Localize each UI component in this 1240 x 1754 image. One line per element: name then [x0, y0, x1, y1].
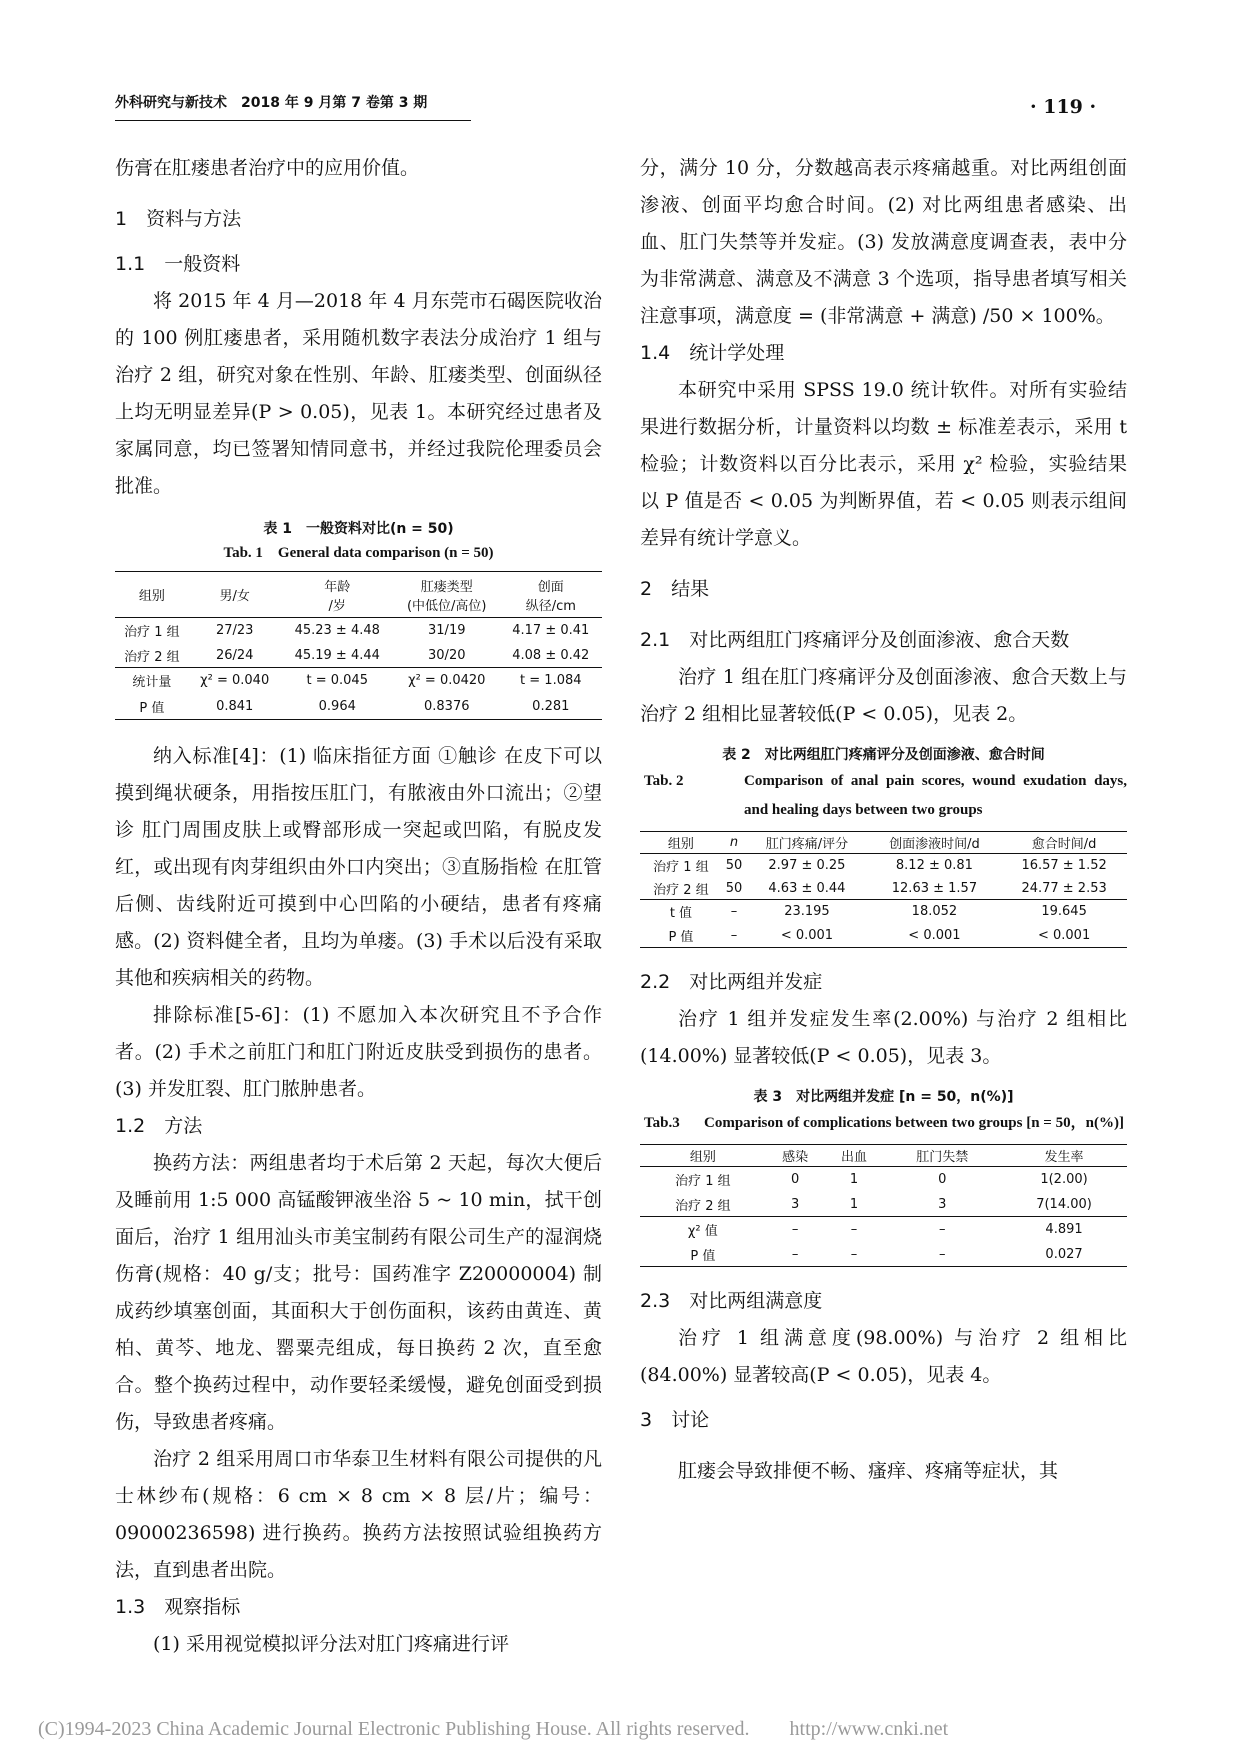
table-cell: 0 — [790, 1172, 800, 1188]
journal-header: 外科研究与新技术 2018 年 9 月第 7 卷第 3 期 — [115, 95, 428, 111]
table-cell: 治疗 2 组 — [675, 1198, 731, 1214]
table-cell: 50 — [725, 880, 743, 896]
section-heading-3: 3 讨论 — [640, 1409, 710, 1431]
page-number: · 119 · — [1030, 96, 1097, 118]
table-1 — [115, 517, 602, 720]
table-header-cell: 出血 — [825, 1145, 884, 1167]
header-line: /岁 — [328, 598, 346, 614]
table-row — [115, 644, 602, 668]
paragraph-results-2-3: 治疗 1 组满意度(98.00%) 与治疗 2 组相比(84.00%) 显著较高(P < 0.05)，见表 4。 — [640, 1327, 1127, 1386]
header-line: 年龄 — [324, 579, 351, 595]
table-cell: 3 — [790, 1196, 800, 1212]
table-cell: 0 — [938, 1172, 947, 1188]
paragraph-observation: (1) 采用视觉模拟评分法对肛门疼痛进行评 — [153, 1633, 509, 1655]
table-cell: 26/24 — [215, 647, 254, 663]
table-header-cell: 肛门疼痛/评分 — [746, 832, 867, 854]
table-cell: 1(2.00) — [1040, 1172, 1088, 1188]
table-1-caption-en: Tab. 1 General data comparison (n = 50) — [223, 545, 494, 561]
table-header-cell: 男/女 — [189, 572, 281, 618]
table-cell: 0.841 — [189, 694, 281, 720]
table-3-caption-en — [640, 1109, 1127, 1138]
left-column — [115, 150, 602, 1663]
table-row — [640, 1193, 1127, 1217]
table-cell: P 值 — [115, 694, 189, 720]
table-cell: – — [825, 1217, 884, 1243]
table-row — [640, 1217, 1127, 1243]
table-header-cell — [394, 572, 500, 618]
right-column — [640, 150, 1127, 1490]
table-cell: 50 — [725, 858, 743, 874]
table-cell: 4.08 ± 0.42 — [512, 647, 590, 663]
table-row — [640, 900, 1127, 924]
table-cell: 治疗 2 组 — [653, 882, 709, 898]
paragraph-method-2: 治疗 2 组采用周口市华泰卫生材料有限公司提供的凡士林纱布(规格：6 cm × 8 cm × 8 层/片；编号：09000236598) 进行换药。换药方法按照试验组换药方法，直到患者出院。 — [115, 1448, 602, 1581]
table-1-caption-cn: 表 1 一般资料对比(n = 50) — [263, 521, 454, 537]
table-cell: 7(14.00) — [1036, 1196, 1092, 1212]
paragraph-inclusion-criteria: 纳入标准[4]：(1) 临床指征方面 ①触诊 在皮下可以摸到绳状硬条，用指按压肛门，有脓液由外口流出；②望诊 肛门周围皮肤上或臀部形成一突起或凹陷，有脱皮发红，或出现有肉芽组织由外口内突出；③直肠指检 在肛管后侧、齿线附近可摸到中心凹陷的小硬结，患者有疼痛感。(2) 资料健全者，且均为单瘘。(3) 手术以后没有采取其他和疾病相关的药物。 — [115, 745, 602, 989]
table-2-grid — [640, 831, 1127, 948]
table-header-cell: 组别 — [640, 1145, 766, 1167]
table-cell: t = 0.045 — [281, 668, 394, 694]
table-cell: 治疗 1 组 — [675, 1174, 731, 1190]
subsection-heading-1-2: 1.2 方法 — [115, 1115, 203, 1137]
subsection-heading-2-1: 2.1 对比两组肛门疼痛评分及创面渗液、愈合天数 — [640, 629, 1070, 651]
table-row — [640, 924, 1127, 948]
table-cell: 4.17 ± 0.41 — [512, 623, 590, 639]
section-heading-2: 2 结果 — [640, 578, 710, 600]
paragraph-statistics: 本研究中采用 SPSS 19.0 统计软件。对所有实验结果进行数据分析，计量资料以均数 ± 标准差表示，采用 t 检验；计数资料以百分比表示，采用 χ² 检验，实验结果以 P 值是否 < 0.05 为判断界值，若 < 0.05 则表示组间差异有统计学意义。 — [640, 379, 1127, 549]
table-cell: 27/23 — [215, 623, 254, 639]
paragraph-general-data: 将 2015 年 4 月—2018 年 4 月东莞市石碣医院收治的 100 例肛瘘患者，采用随机数字表法分成治疗 1 组与治疗 2 组，研究对象在性别、年龄、肛瘘类型、创面纵径上均无明显差异(P > 0.05)，见表 1。本研究经过患者及家属同意，均已签署知情同意书，并经过我院伦理委员会批准。 — [115, 290, 602, 497]
table-cell: P 值 — [640, 924, 722, 948]
header-rule — [115, 120, 471, 121]
table-cell: 31/19 — [428, 623, 466, 639]
table-cell: 0.027 — [1001, 1243, 1127, 1267]
table-cell: χ² 值 — [640, 1217, 766, 1243]
section-heading-1: 1 资料与方法 — [115, 208, 242, 230]
table-header-cell: n — [722, 832, 746, 854]
table-cell: 45.19 ± 4.44 — [294, 647, 380, 663]
table-cell: 19.645 — [1001, 900, 1127, 924]
table-3-caption-text: Comparison of complications between two groups [n = 50，n(%)] — [704, 1115, 1124, 1131]
paragraph-discussion: 肛瘘会导致排便不畅、瘙痒、疼痛等症状，其 — [678, 1460, 1059, 1482]
table-cell: 45.23 ± 4.48 — [294, 623, 380, 639]
intro-continuation: 伤膏在肛瘘患者治疗中的应用价值。 — [115, 157, 420, 179]
subsection-heading-1-3: 1.3 观察指标 — [115, 1596, 241, 1618]
table-cell: 0.964 — [281, 694, 394, 720]
table-1-grid — [115, 571, 602, 720]
table-row — [640, 878, 1127, 900]
table-row — [640, 1243, 1127, 1267]
header-line: (中低位/高位) — [406, 598, 487, 614]
table-header-cell — [281, 572, 394, 618]
table-cell: t = 1.084 — [500, 668, 602, 694]
table-header-cell: 组别 — [640, 832, 722, 854]
table-cell: 治疗 1 组 — [653, 860, 709, 876]
table-cell: 治疗 2 组 — [124, 649, 180, 665]
table-cell: 24.77 ± 2.53 — [1021, 880, 1107, 896]
table-cell: – — [766, 1217, 825, 1243]
header-line: 肛瘘类型 — [420, 579, 473, 595]
paragraph-observation-continued: 分，满分 10 分，分数越高表示疼痛越重。对比两组创面渗液、创面平均愈合时间。(2) 对比两组患者感染、出血、肛门失禁等并发症。(3) 发放满意度调查表，表中分为非常满意、满意及不满意 3 个选项，指导患者填写相关注意事项，满意度 = (非常满意 + 满意) /50 × 100%。 — [640, 157, 1127, 327]
paragraph-results-2-1: 治疗 1 组在肛门疼痛评分及创面渗液、愈合天数上与治疗 2 组相比显著较低(P < 0.05)，见表 2。 — [640, 666, 1127, 725]
table-2-caption-text: Comparison of anal pain scores, wound exudation days, and healing days between two groups — [744, 773, 1127, 818]
table-header-cell: 创面渗液时间/d — [868, 832, 1002, 854]
copyright-footer: (C)1994-2023 China Academic Journal Electronic Publishing House. All rights reserved. http://www.cnki.net — [38, 1718, 949, 1740]
table-cell: χ² = 0.040 — [189, 668, 281, 694]
table-cell: 18.052 — [868, 900, 1002, 924]
subsection-heading-1-1: 1.1 一般资料 — [115, 253, 241, 275]
table-cell: 1 — [849, 1196, 859, 1212]
table-row — [115, 668, 602, 694]
table-cell: 统计量 — [115, 668, 189, 694]
table-cell: 30/20 — [428, 647, 466, 663]
table-row — [115, 694, 602, 720]
table-cell: < 0.001 — [746, 924, 867, 948]
table-header-cell: 感染 — [766, 1145, 825, 1167]
table-header-cell — [500, 572, 602, 618]
table-cell: 1 — [849, 1172, 859, 1188]
table-3-grid — [640, 1144, 1127, 1267]
table-2-caption-label: Tab. 2 — [644, 773, 684, 789]
table-cell: 4.891 — [1001, 1217, 1127, 1243]
table-cell: – — [766, 1243, 825, 1267]
table-cell: 2.97 ± 0.25 — [768, 858, 846, 874]
table-cell: – — [722, 924, 746, 948]
table-2 — [640, 743, 1127, 948]
table-header-cell: 组别 — [115, 572, 189, 618]
table-row — [115, 618, 602, 644]
table-2-caption-en — [640, 767, 1127, 825]
table-cell: 23.195 — [746, 900, 867, 924]
table-cell: χ² = 0.0420 — [394, 668, 500, 694]
header-line: 纵径/cm — [525, 598, 576, 614]
table-cell: – — [883, 1217, 1001, 1243]
table-cell: < 0.001 — [868, 924, 1002, 948]
table-header-cell: 肛门失禁 — [883, 1145, 1001, 1167]
paragraph-results-2-2: 治疗 1 组并发症发生率(2.00%) 与治疗 2 组相比(14.00%) 显著较低(P < 0.05)，见表 3。 — [640, 1008, 1127, 1067]
table-cell: 12.63 ± 1.57 — [891, 880, 978, 896]
table-cell: 0.8376 — [394, 694, 500, 720]
table-row — [640, 854, 1127, 878]
table-cell: P 值 — [640, 1243, 766, 1267]
paragraph-method-1: 换药方法：两组患者均于术后第 2 天起，每次大便后及睡前用 1:5 000 高锰酸钾液坐浴 5 ~ 10 min，拭干创面后，治疗 1 组用汕头市美宝制药有限公司生产的湿润烧伤膏(规格：40 g/支；批号：国药准字 Z20000004) 制成药纱填塞创面，其面积大于创伤面积，该药由黄连、黄柏、黄芩、地龙、罂粟壳组成，每日换药 2 次，直至愈合。整个换药过程中，动作要轻柔缓慢，避免创面受到损伤，导致患者疼痛。 — [115, 1152, 602, 1433]
subsection-heading-2-3: 2.3 对比两组满意度 — [640, 1290, 823, 1312]
table-cell: 16.57 ± 1.52 — [1021, 858, 1107, 874]
table-cell: – — [883, 1243, 1001, 1267]
table-cell: 0.281 — [500, 694, 602, 720]
table-cell: – — [722, 900, 746, 924]
table-header-cell: 发生率 — [1001, 1145, 1127, 1167]
table-3-caption-label: Tab.3 — [644, 1115, 680, 1131]
subsection-heading-2-2: 2.2 对比两组并发症 — [640, 971, 823, 993]
table-cell: – — [825, 1243, 884, 1267]
header-line: 创面 — [537, 579, 564, 595]
table-header-cell: 愈合时间/d — [1001, 832, 1127, 854]
table-cell: t 值 — [640, 900, 722, 924]
table-3-caption-cn: 表 3 对比两组并发症 [n = 50，n(%)] — [753, 1089, 1014, 1105]
table-row — [640, 1167, 1127, 1193]
table-cell: 4.63 ± 0.44 — [768, 880, 846, 896]
table-cell: 3 — [938, 1196, 947, 1212]
table-3 — [640, 1085, 1127, 1267]
paragraph-exclusion-criteria: 排除标准[5-6]：(1) 不愿加入本次研究且不予合作者。(2) 手术之前肛门和肛门附近皮肤受到损伤的患者。(3) 并发肛裂、肛门脓肿患者。 — [115, 1004, 602, 1100]
table-cell: < 0.001 — [1001, 924, 1127, 948]
table-cell: 8.12 ± 0.81 — [895, 858, 973, 874]
subsection-heading-1-4: 1.4 统计学处理 — [640, 342, 785, 364]
table-2-caption-cn: 表 2 对比两组肛门疼痛评分及创面渗液、愈合时间 — [722, 747, 1045, 763]
table-cell: 治疗 1 组 — [124, 625, 180, 641]
